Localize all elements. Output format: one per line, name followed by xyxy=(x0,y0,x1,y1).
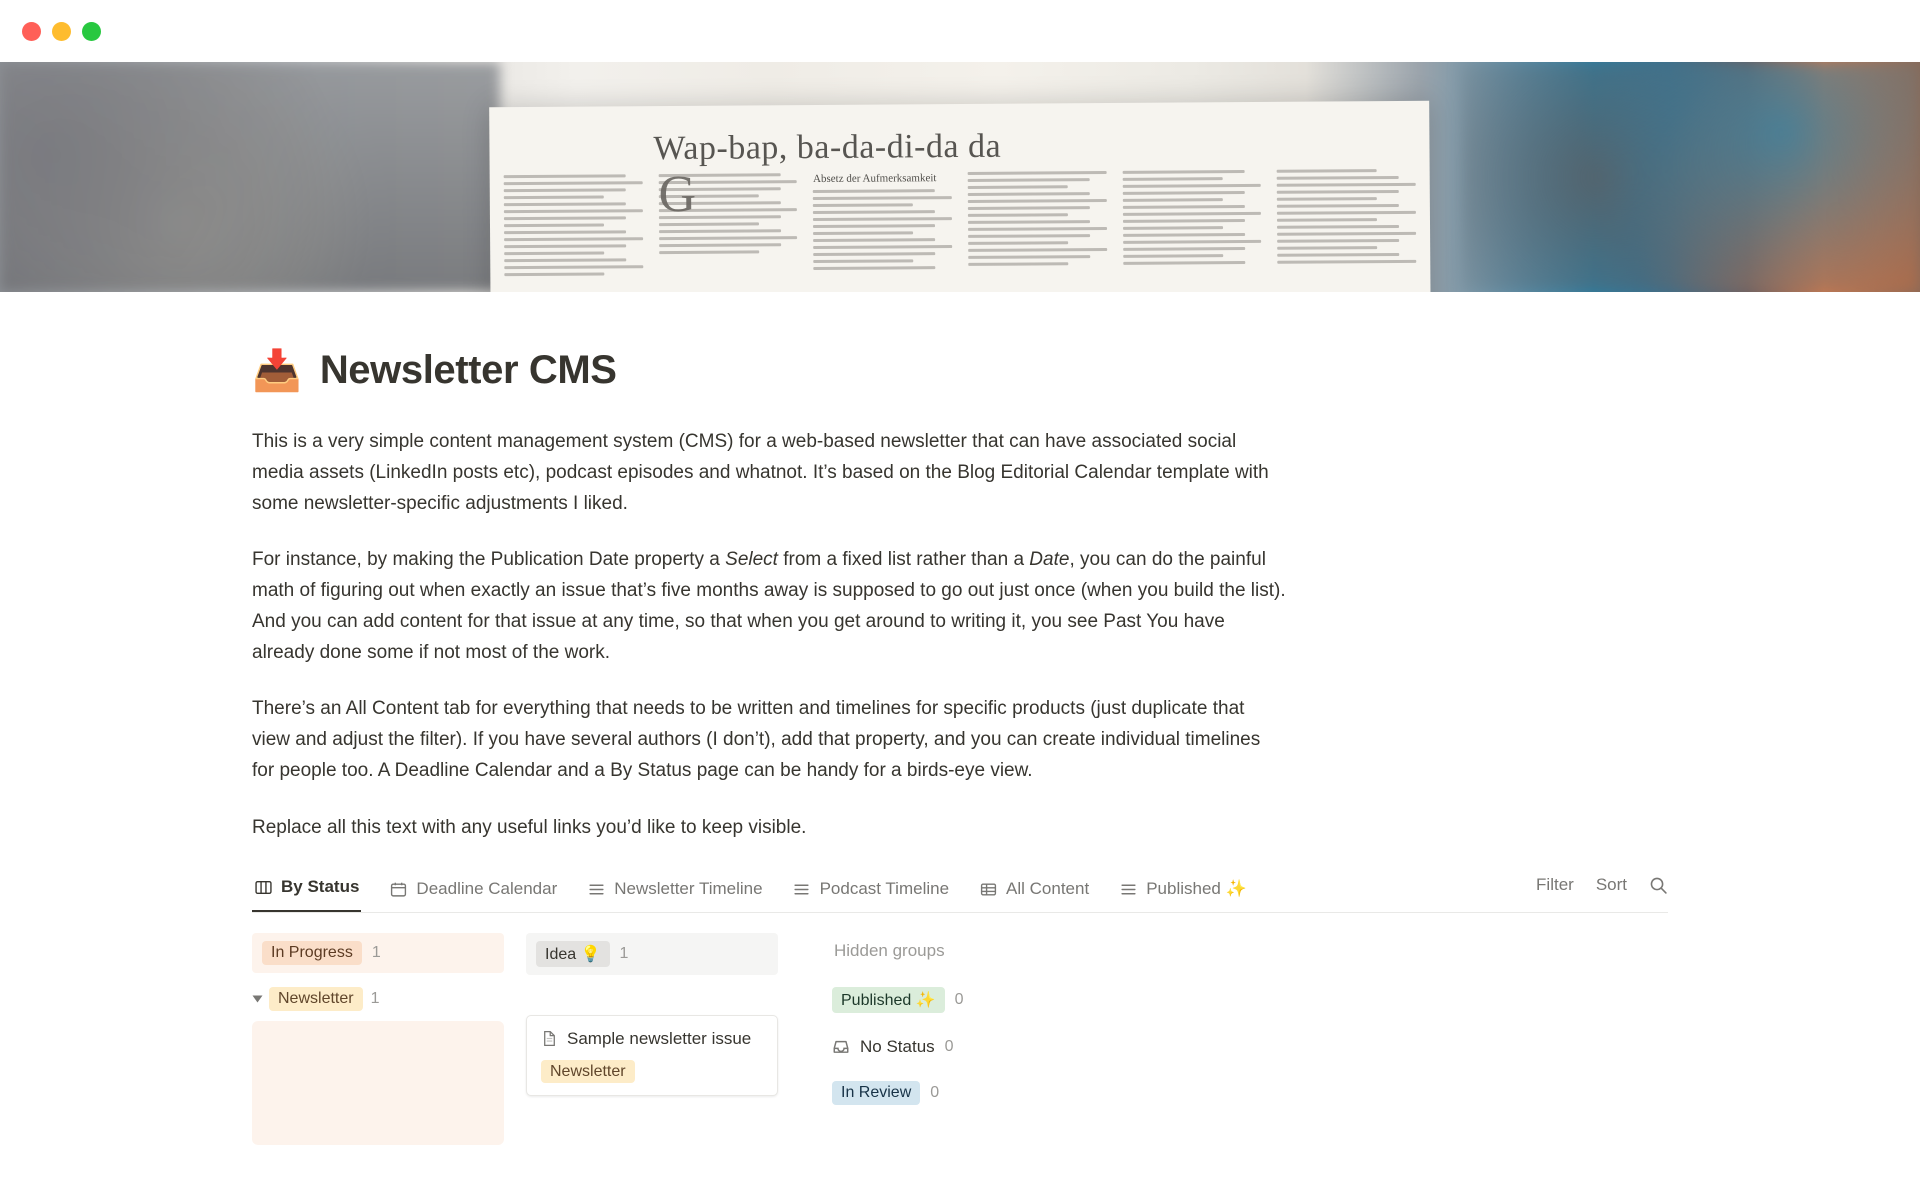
filter-button[interactable]: Filter xyxy=(1536,875,1574,895)
tab-deadline-calendar[interactable] xyxy=(387,873,559,912)
group-label: No Status xyxy=(860,1037,935,1057)
database-view-tabs-bar xyxy=(252,871,1668,913)
column-header[interactable] xyxy=(252,933,504,973)
document-icon xyxy=(541,1030,558,1047)
close-window-button[interactable] xyxy=(22,22,41,41)
page-icon-emoji[interactable]: 📥 xyxy=(252,348,302,393)
tab-published[interactable] xyxy=(1117,873,1249,912)
zoom-window-button[interactable] xyxy=(82,22,101,41)
subgroup-header-newsletter[interactable] xyxy=(254,987,504,1011)
list-icon xyxy=(1119,880,1137,898)
table-icon xyxy=(979,880,997,898)
tray-icon xyxy=(832,1038,850,1056)
hidden-groups-label: Hidden groups xyxy=(834,941,945,961)
para2-italic-select: Select xyxy=(725,549,778,571)
window-titlebar xyxy=(0,0,1920,62)
newspaper-photo xyxy=(489,101,1431,292)
board-column-in-progress xyxy=(252,933,504,1145)
tab-label: Podcast Timeline xyxy=(819,879,950,899)
hidden-group-in-review[interactable] xyxy=(832,1081,964,1105)
para2-italic-date: Date xyxy=(1029,549,1070,571)
tab-podcast-timeline[interactable] xyxy=(791,873,951,912)
intro-paragraph-4: Replace all this text with any useful links you’d like to keep visible. xyxy=(252,816,807,838)
newspaper-column: Absetz der Aufmerksamkeit xyxy=(813,172,952,278)
subgroup-count: 1 xyxy=(370,990,380,1008)
para2-part-b: from a fixed list rather than a xyxy=(777,549,1030,571)
column-header[interactable] xyxy=(526,933,778,975)
card-title-row xyxy=(541,1028,763,1051)
newspaper-column xyxy=(1122,170,1261,276)
search-icon[interactable] xyxy=(1649,876,1668,895)
tab-label: Published ✨ xyxy=(1146,879,1247,899)
newspaper-headline: Wap-bap, ba-da-di-da da xyxy=(653,127,1002,168)
hidden-group-no-status[interactable] xyxy=(832,1037,964,1057)
board-icon xyxy=(254,878,272,896)
status-badge: In Progress xyxy=(262,941,362,965)
cover-blur-left xyxy=(0,62,500,292)
tab-label: By Status xyxy=(281,877,360,897)
group-count: 0 xyxy=(954,991,964,1009)
tab-label: Deadline Calendar xyxy=(416,879,558,899)
status-badge: In Review xyxy=(832,1081,920,1105)
para2-part-c: , you can do the painful math of figuring out when exactly an issue that’s five months away is supposed to go out just once (when you build the list). And you can add content for that issue at any time, so that when you get around to writing it, you see Past You have already done some if not most of the work. xyxy=(252,549,1286,663)
minimize-window-button[interactable] xyxy=(52,22,71,41)
traffic-lights xyxy=(22,22,101,41)
hidden-groups-panel xyxy=(832,933,964,1129)
subgroup-badge: Newsletter xyxy=(269,987,363,1011)
board-card[interactable] xyxy=(526,1015,778,1096)
page-cover-image xyxy=(0,62,1920,292)
group-count: 0 xyxy=(930,1084,940,1102)
column-dropzone[interactable] xyxy=(526,1015,778,1135)
group-count: 0 xyxy=(944,1038,954,1056)
database-toolbar xyxy=(1536,875,1668,908)
newspaper-column xyxy=(968,171,1107,277)
chevron-down-icon[interactable] xyxy=(253,996,263,1003)
para2-part-a: For instance, by making the Publication Date property a xyxy=(252,549,726,571)
intro-paragraph-3: There’s an All Content tab for everything that needs to be written and timelines for specific products (just duplicate that view and adjust the filter). If you have several authors (I don’t), add that property, and you can create individual timelines for people too. A Deadline Calendar and a By Status page can be handy for a birds-eye view. xyxy=(252,698,1261,781)
sort-button[interactable]: Sort xyxy=(1595,875,1627,895)
intro-paragraph-1: This is a very simple content management system (CMS) for a web-based newsletter that can have associated social media assets (LinkedIn posts etc), podcast episodes and whatnot. It’s based on the Blog Editorial Calendar template with some newsletter-specific adjustments I liked. xyxy=(252,431,1269,514)
calendar-icon xyxy=(389,880,407,898)
column-dropzone[interactable] xyxy=(252,1021,504,1145)
column-count: 1 xyxy=(619,945,629,963)
intro-paragraph-2 xyxy=(252,545,1287,668)
tab-label: Newsletter Timeline xyxy=(614,879,763,899)
page-content xyxy=(120,348,1800,1145)
status-badge: Idea 💡 xyxy=(536,941,610,967)
board-view xyxy=(252,933,1668,1145)
database-view-tabs xyxy=(252,871,1249,912)
tab-label: All Content xyxy=(1006,879,1090,899)
newspaper-column: G xyxy=(658,173,797,279)
tab-all-content[interactable] xyxy=(977,873,1091,912)
list-icon xyxy=(587,880,605,898)
cover-blur-right xyxy=(1460,62,1920,292)
newspaper-columns xyxy=(504,165,1417,280)
column-count: 1 xyxy=(371,944,381,962)
list-icon xyxy=(793,880,811,898)
status-badge: Published ✨ xyxy=(832,987,945,1013)
card-tag: Newsletter xyxy=(541,1060,635,1083)
page-title[interactable]: Newsletter CMS xyxy=(319,348,617,392)
hidden-group-published[interactable] xyxy=(832,987,964,1013)
newspaper-column xyxy=(504,174,643,280)
tab-newsletter-timeline[interactable] xyxy=(585,873,764,912)
board-column-idea xyxy=(526,933,778,1135)
page-body xyxy=(0,348,1920,1145)
card-title: Sample newsletter issue xyxy=(567,1029,752,1049)
newspaper-column xyxy=(1277,169,1416,275)
tab-by-status[interactable] xyxy=(252,871,361,912)
page-title-row xyxy=(252,348,1668,393)
